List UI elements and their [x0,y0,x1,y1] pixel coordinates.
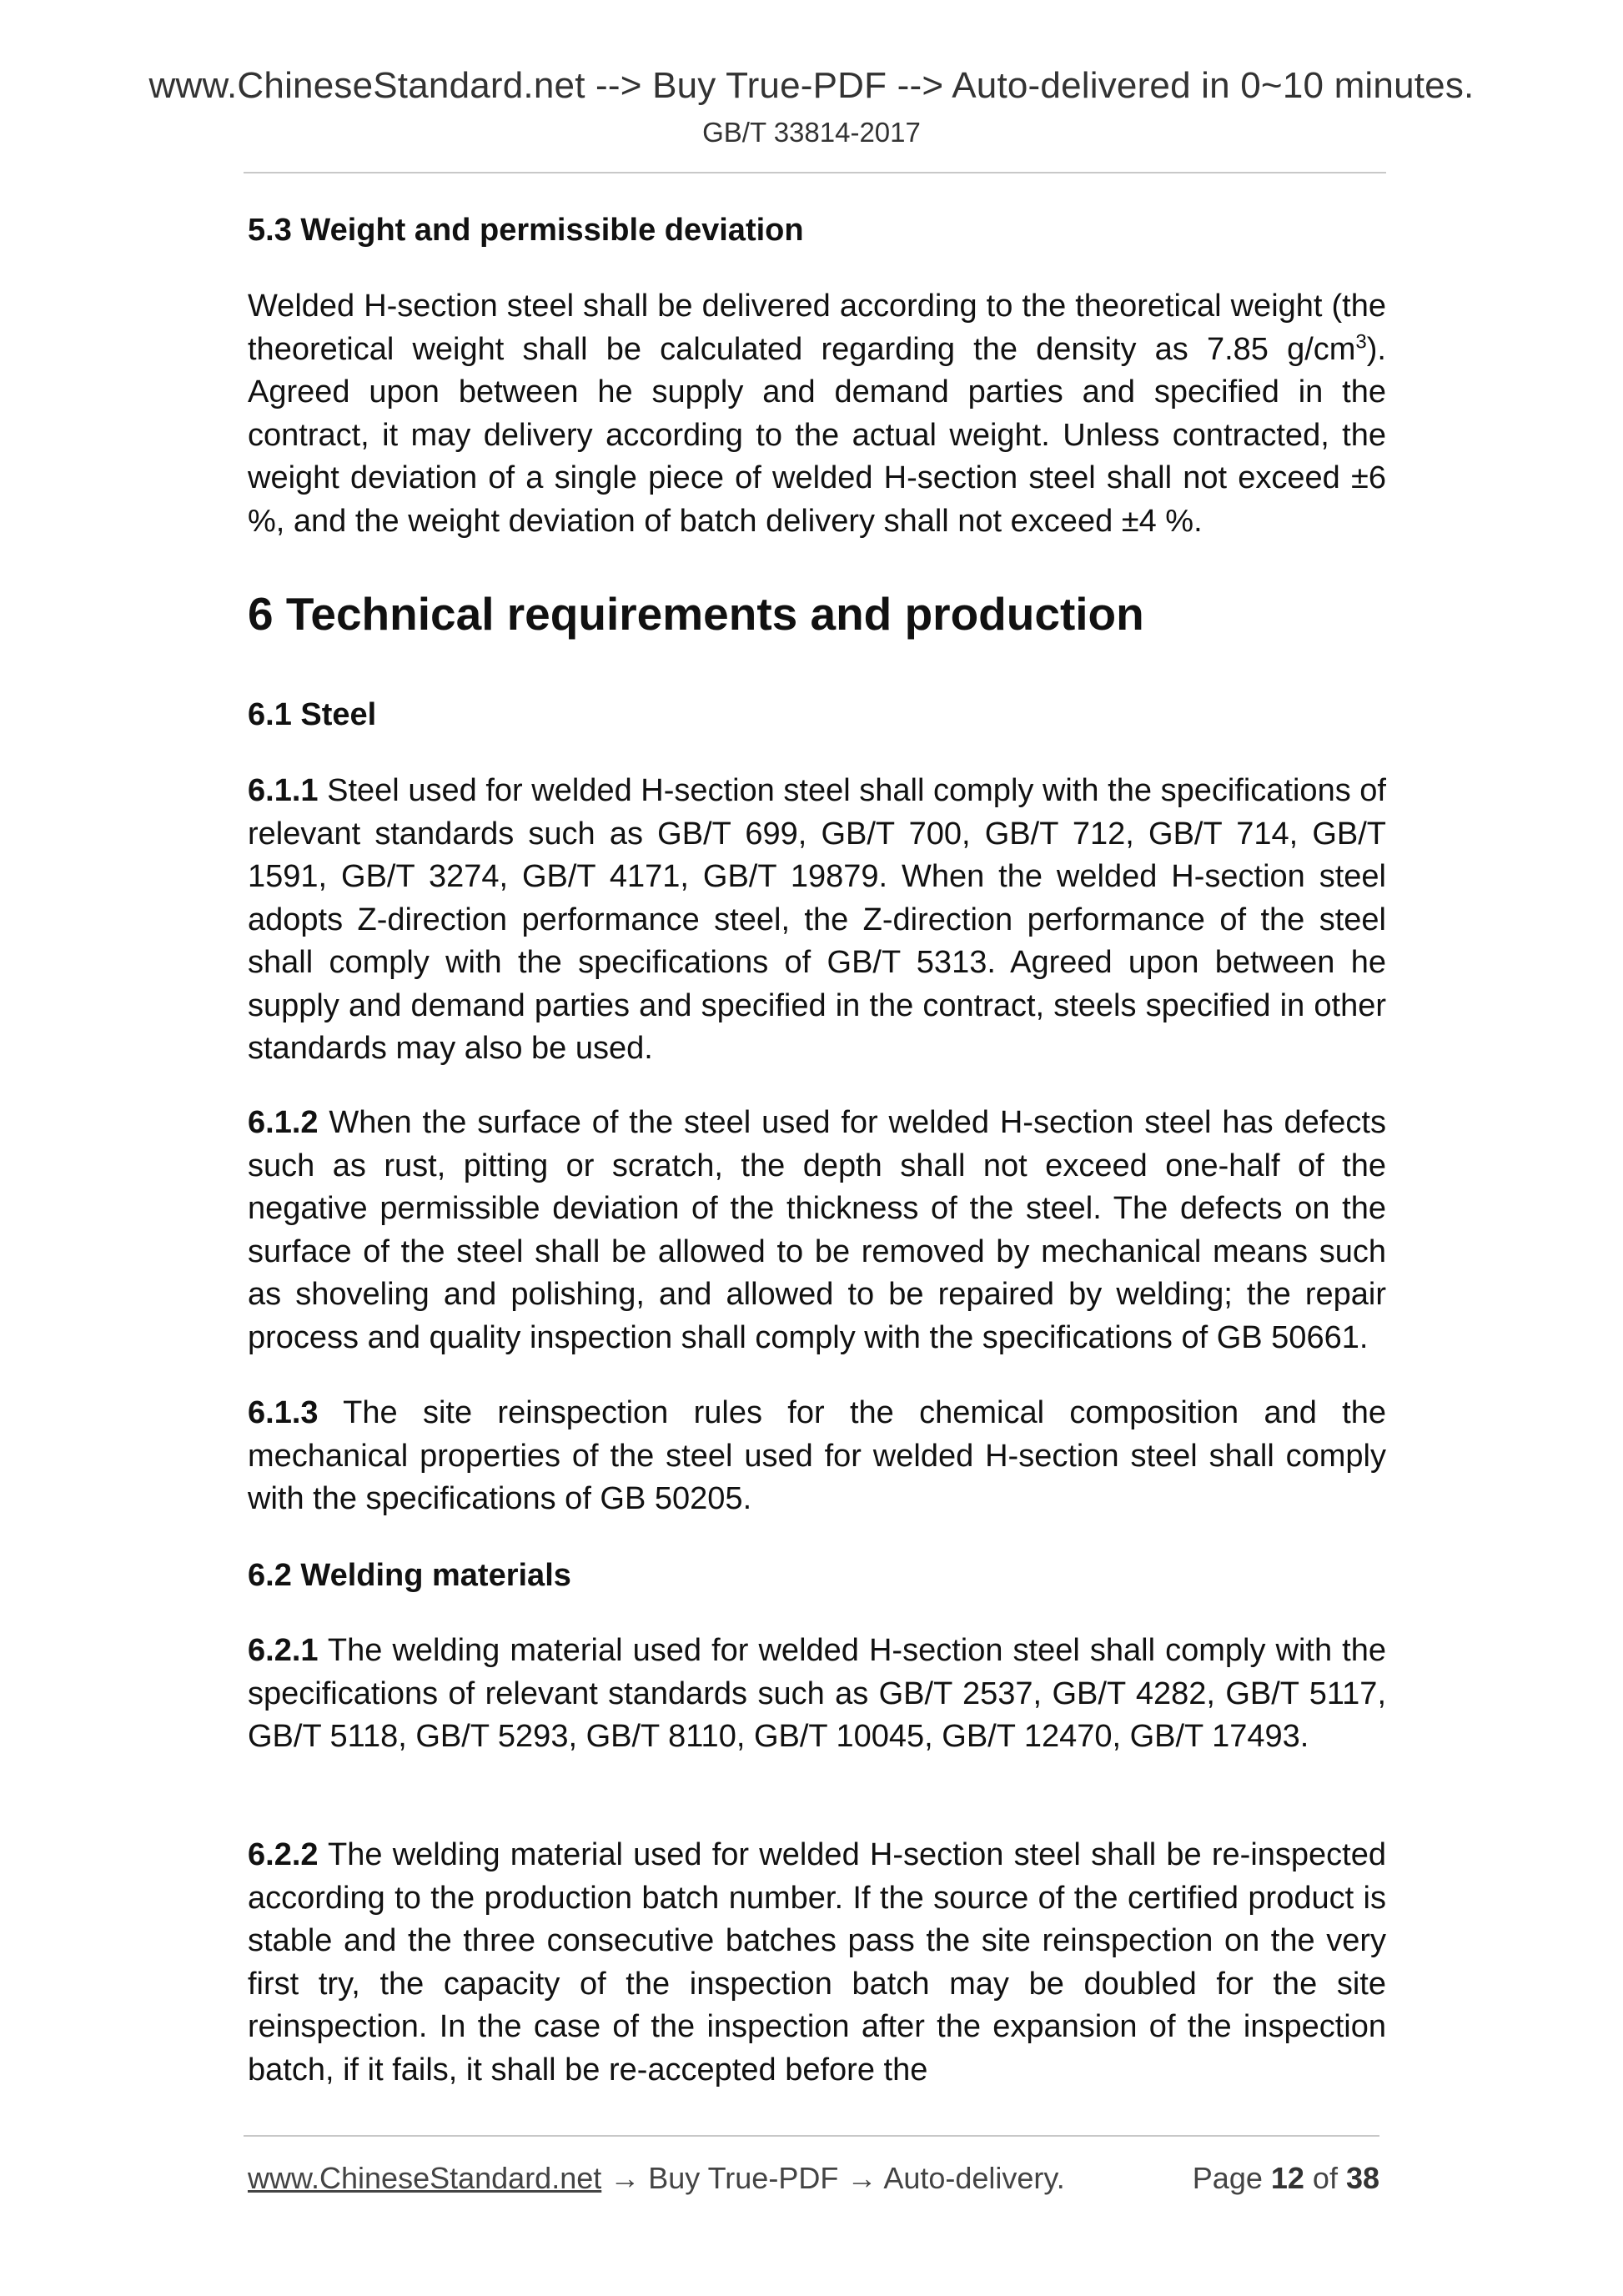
header-divider [244,172,1386,173]
clause-6-2-1 [248,1630,1386,1759]
page-current: 12 [1270,2161,1304,2195]
paragraph-text: ). Agreed upon between he supply and demand parties and specified in the contract, it may delivery according to the actual weight. Unless contracted, the weight deviation of a single piece of welded H-section steel shall not exceed ±6 %, and the weight deviation of batch delivery shall not exceed ±4 %. [248,331,1386,539]
section-5-3-heading: 5.3 Weight and permissible deviation [248,213,804,248]
clause-number: 6.1.2 [248,1105,319,1140]
clause-number: 6.1.1 [248,773,319,808]
clause-6-1-2 [248,1102,1386,1359]
clause-number: 6.2.2 [248,1837,319,1872]
section-6-heading: 6 Technical requirements and production [248,588,1144,640]
clause-text: When the surface of the steel used for welded H-section steel has defects such as rust, pitting or scratch, the depth shall not exceed one-half of the negative permissible deviation of the thickness of the steel. The defects on the surface of the steel shall be allowed to be removed by mechanical means such as shoveling and polishing, and allowed to be repaired by welding; the repair process and quality inspection shall comply with the specifications of GB 50661. [248,1105,1386,1355]
section-6-2-heading: 6.2 Welding materials [248,1558,571,1593]
clause-text: Steel used for welded H-section steel shall comply with the specifications of relevant standards such as GB/T 699, GB/T 700, GB/T 712, GB/T 714, GB/T 1591, GB/T 3274, GB/T 4171, GB/T 19879. When the welded H-section steel adopts Z-direction performance steel, the Z-direction performance of the steel shall comply with the specifications of GB/T 5313. Agreed upon between he supply and demand parties and specified in the contract, steels specified in other standards may also be used. [248,773,1386,1066]
clause-text: The site reinspection rules for the chemical composition and the mechanical properties of the steel used for welded H-section steel shall comply with the specifications of GB 50205. [248,1395,1386,1516]
header-banner: www.ChineseStandard.net --> Buy True-PDF --> Auto-delivered in 0~10 minutes. [148,65,1475,106]
page-footer [248,2158,1379,2198]
footer-tagline: → Buy True-PDF → Auto-delivery. [601,2161,1065,2195]
clause-text: The welding material used for welded H-section steel shall be re-inspected according to the production batch number. If the source of the certified product is stable and the three consecutive batches pass the site reinspection on the very first try, the capacity of the inspection batch may be doubled for the site reinspection. In the case of the inspection after the expansion of the inspection batch, if it fails, it shall be re-accepted before the [248,1837,1386,2088]
page-label: Page [1192,2161,1271,2195]
page-indicator [1193,2158,1379,2198]
page-total: 38 [1345,2161,1379,2195]
footer-website-link[interactable]: www.ChineseStandard.net [248,2161,602,2195]
clause-6-1-3 [248,1392,1386,1521]
section-6-1-heading: 6.1 Steel [248,697,377,732]
paragraph-text: Welded H-section steel shall be delivered according to the theoretical weight (the theoretical weight shall be calculated regarding the density as 7.85 g/cm [248,289,1386,367]
clause-number: 6.1.3 [248,1395,319,1430]
page-of: of [1304,2161,1346,2195]
clause-number: 6.2.1 [248,1633,319,1668]
clause-6-2-2 [248,1834,1386,2092]
footer-divider [244,2135,1379,2137]
clause-6-1-1 [248,770,1386,1071]
clause-text: The welding material used for welded H-section steel shall comply with the specifications of relevant standards such as GB/T 2537, GB/T 4282, GB/T 5117, GB/T 5118, GB/T 5293, GB/T 8110, GB/T 10045, GB/T 12470, GB/T 17493. [248,1633,1386,1754]
section-5-3-paragraph [248,285,1386,543]
document-code: GB/T 33814-2017 [702,117,921,148]
superscript: 3 [1355,329,1367,353]
